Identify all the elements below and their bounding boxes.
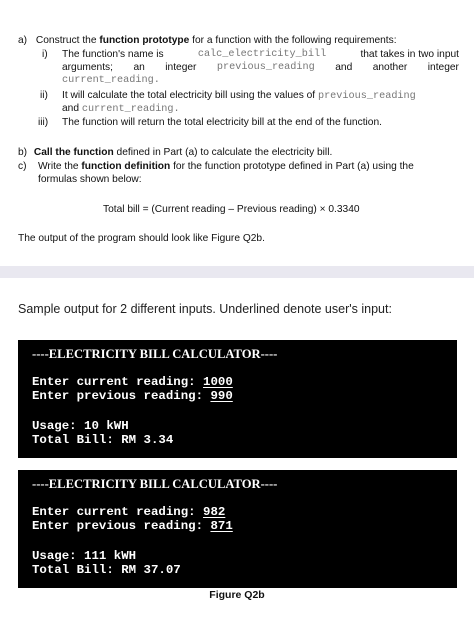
item-b xyxy=(18,146,332,159)
item-i-word-5: another xyxy=(372,62,408,73)
item-ii-and: and xyxy=(62,103,82,114)
item-a-intro xyxy=(18,34,397,47)
item-c-marker: c) xyxy=(18,161,27,172)
function-name-code: calc_electricity_bill xyxy=(197,49,327,60)
item-i-word-2: an xyxy=(133,62,145,73)
item-c-line-1 xyxy=(38,160,414,173)
previous-prompt: Enter previous reading: xyxy=(32,389,211,403)
previous-reading-line xyxy=(32,389,233,403)
item-c-post: for the function prototype defined in Part (a) using the xyxy=(170,161,414,172)
previous-reading-line xyxy=(32,519,233,533)
page-separator xyxy=(0,266,474,278)
item-a-intro-post: for a function with the following requirements: xyxy=(189,35,397,46)
item-i-word-4: and xyxy=(335,62,353,73)
total-line: Total Bill: RM 37.07 xyxy=(32,563,181,577)
item-ii-text-pre: It will calculate the total electricity bill using the values of xyxy=(62,90,318,101)
item-i-word-1: arguments; xyxy=(62,62,113,73)
current-input: 1000 xyxy=(203,375,233,389)
item-c-line-2: formulas shown below: xyxy=(38,174,142,185)
previous-reading-code: previous_reading xyxy=(216,62,315,73)
console-output-1 xyxy=(18,340,457,458)
current-reading-code-2: current_reading. xyxy=(81,104,180,115)
previous-input: 990 xyxy=(210,389,233,403)
item-a-intro-bold: function prototype xyxy=(99,35,190,46)
item-iii-text: The function will return the total electricity bill at the end of the function. xyxy=(62,117,382,128)
current-reading-code: current_reading. xyxy=(62,75,160,86)
item-i-word-3: integer xyxy=(165,62,197,73)
output-note: The output of the program should look like Figure Q2b. xyxy=(18,233,265,244)
previous-reading-code-2: previous_reading xyxy=(317,91,416,102)
current-prompt: Enter current reading: xyxy=(32,505,204,519)
item-c-bold: function definition xyxy=(81,161,171,172)
current-reading-line xyxy=(32,375,233,389)
item-i-marker: i) xyxy=(42,49,48,60)
console-output-2 xyxy=(18,470,457,588)
current-prompt: Enter current reading: xyxy=(32,375,204,389)
previous-input: 871 xyxy=(210,519,233,533)
sample-heading: Sample output for 2 different inputs. Underlined denote user's input: xyxy=(18,302,392,316)
figure-caption: Figure Q2b xyxy=(209,589,265,601)
usage-line: Usage: 10 kWH xyxy=(32,419,129,433)
item-i-text-pre: The function's name is xyxy=(62,49,164,60)
usage-line: Usage: 111 kWH xyxy=(32,549,137,563)
previous-prompt: Enter previous reading: xyxy=(32,519,211,533)
item-b-bold: Call the function xyxy=(33,147,114,158)
item-iii-marker: iii) xyxy=(38,117,49,128)
formula: Total bill = (Current reading – Previous reading) × 0.3340 xyxy=(103,204,360,215)
question-page xyxy=(0,0,474,272)
item-i-line-2 xyxy=(62,61,459,74)
item-i-line-1 xyxy=(62,48,459,61)
item-b-post: defined in Part (a) to calculate the electricity bill. xyxy=(113,147,333,158)
item-i-word-6: integer xyxy=(427,62,459,73)
current-input: 982 xyxy=(203,505,226,519)
item-ii-line-2 xyxy=(62,102,180,116)
item-c-pre: Write the xyxy=(38,161,82,172)
item-a-marker: a) xyxy=(18,35,28,46)
item-ii-line-1 xyxy=(62,89,416,103)
total-line: Total Bill: RM 3.34 xyxy=(32,433,174,447)
console-header: ----ELECTRICITY BILL CALCULATOR---- xyxy=(32,347,278,361)
item-b-marker: b) xyxy=(18,147,28,158)
console-header: ----ELECTRICITY BILL CALCULATOR---- xyxy=(32,477,278,491)
item-a-intro-pre: Construct the xyxy=(35,35,100,46)
item-ii-marker: ii) xyxy=(40,90,48,101)
item-i-text-post: that takes in two input xyxy=(360,49,459,60)
current-reading-line xyxy=(32,505,225,519)
